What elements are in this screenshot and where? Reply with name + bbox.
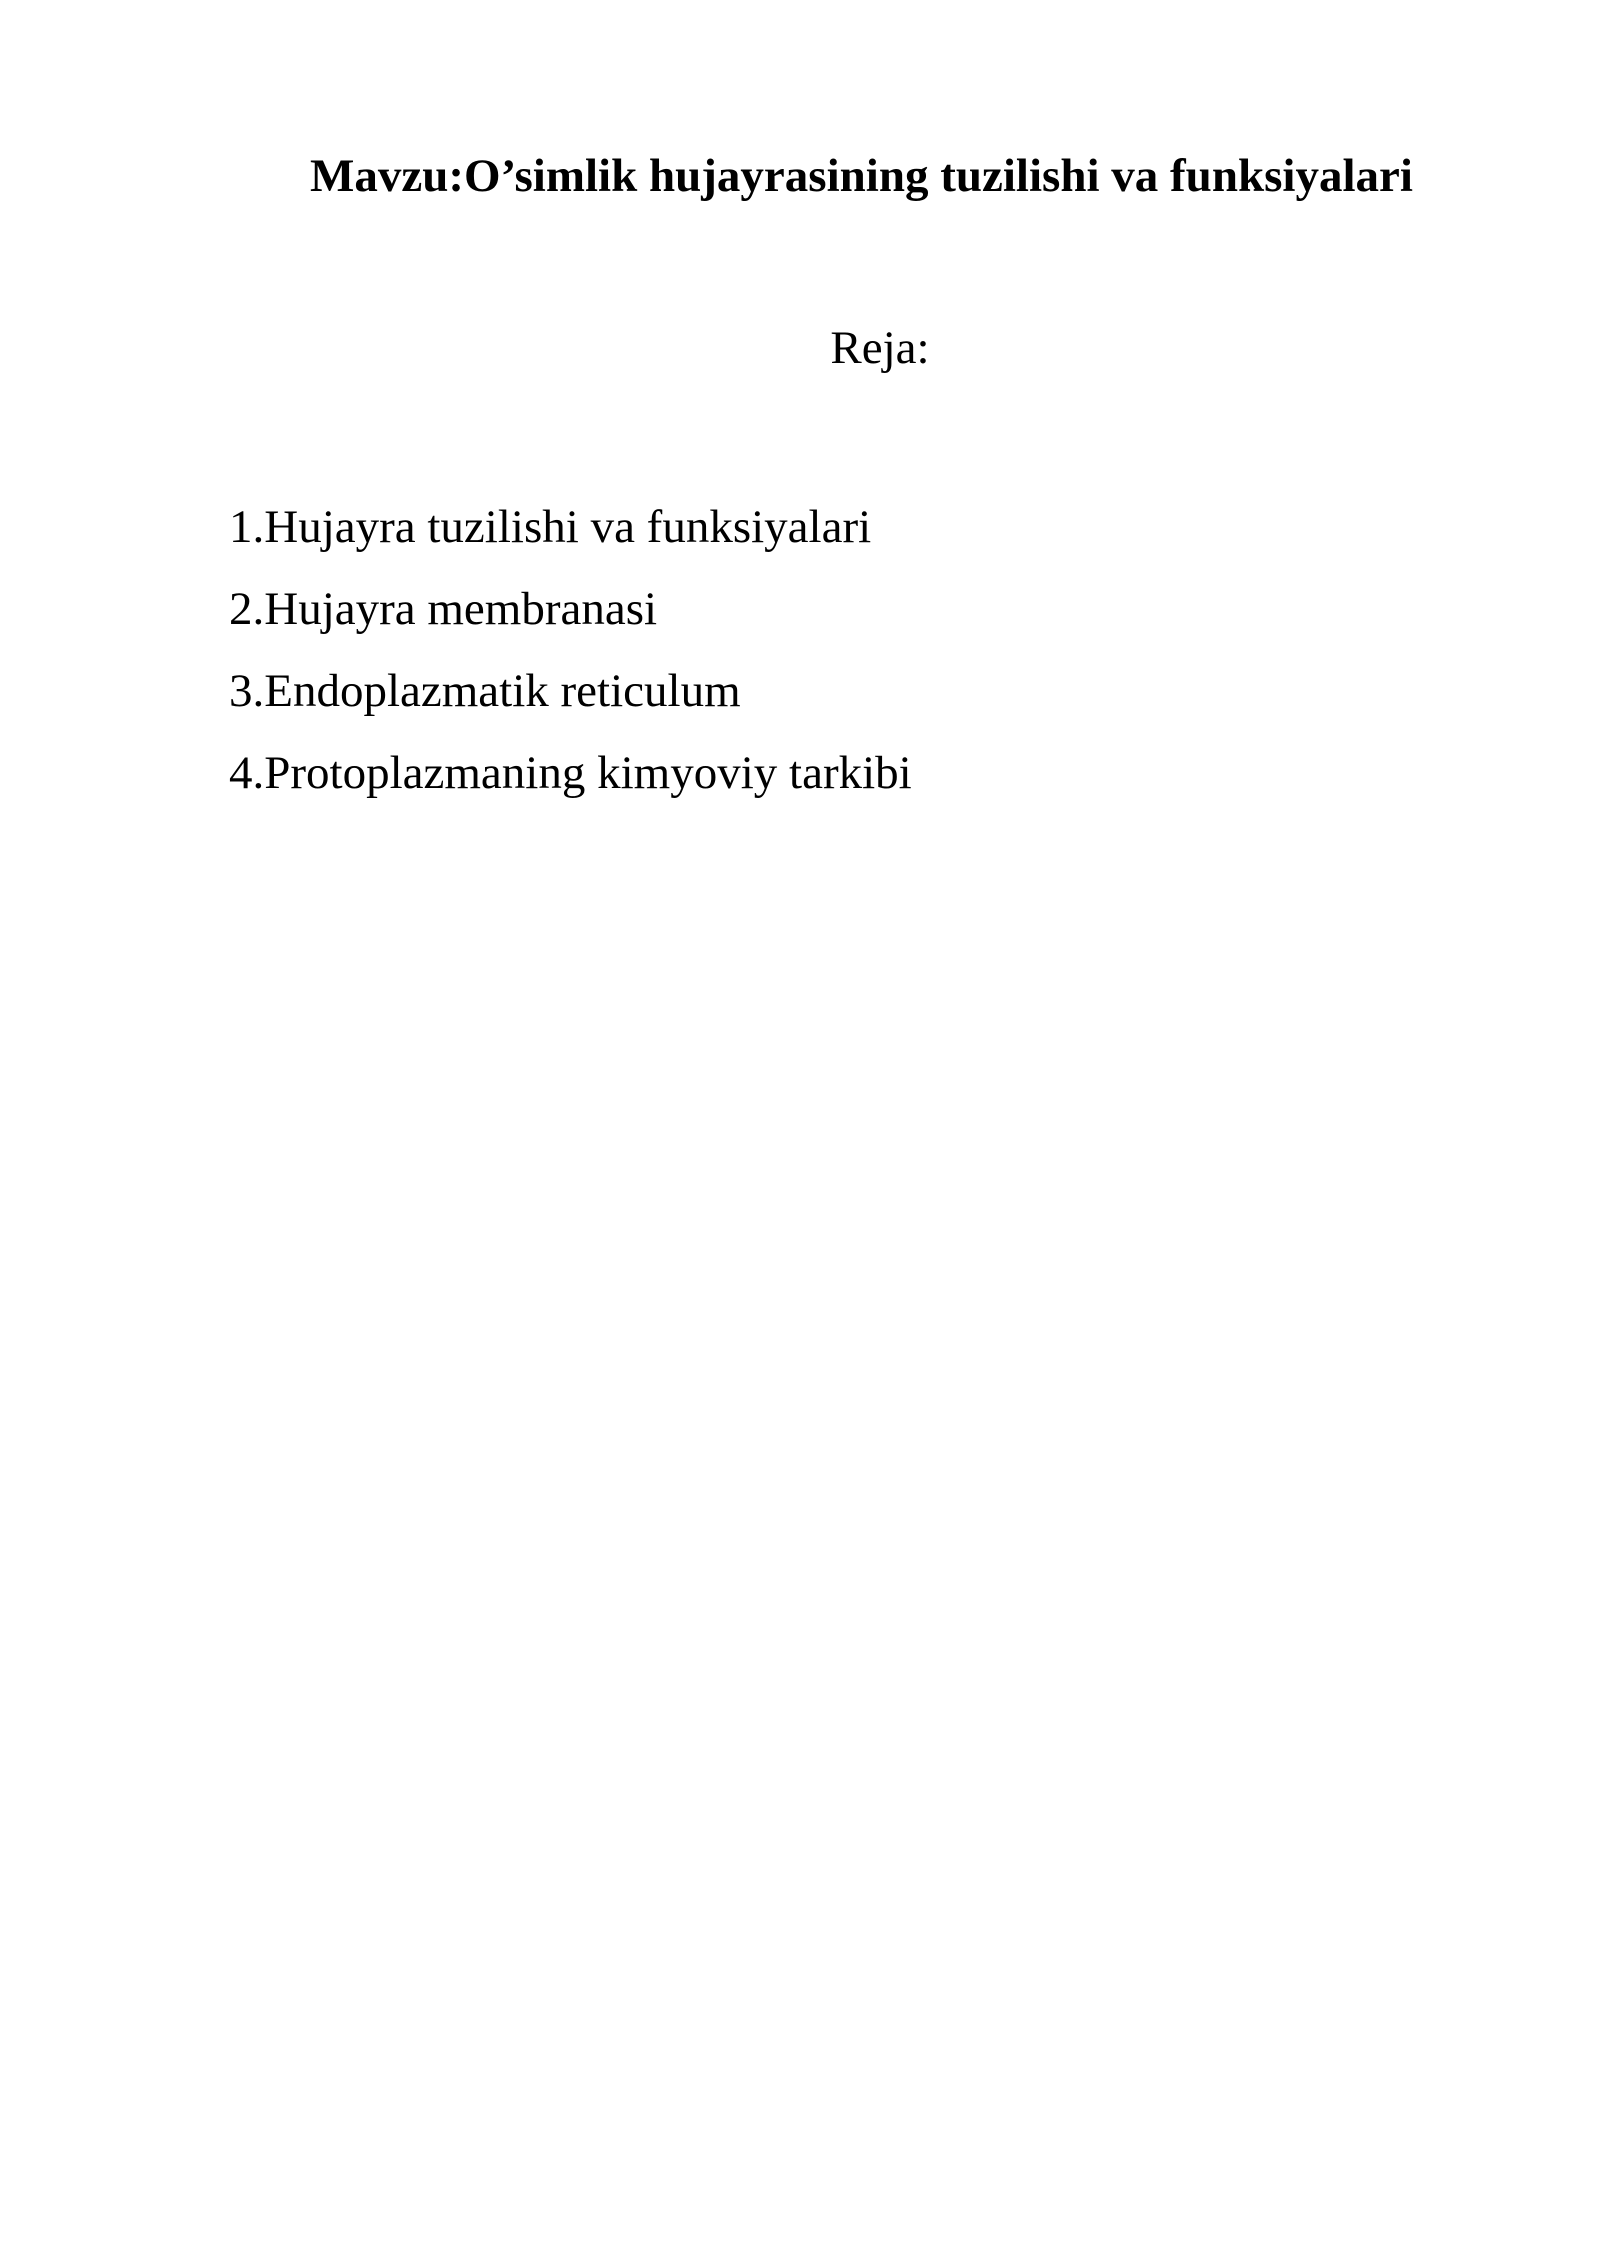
plan-item-1: 1.Hujayra tuzilishi va funksiyalari bbox=[229, 501, 872, 553]
plan-list bbox=[229, 486, 912, 814]
document-title: Mavzu:O’simlik hujayrasining tuzilishi va funksiyalari bbox=[310, 150, 1413, 202]
plan-item-2: 2.Hujayra membranasi bbox=[229, 583, 658, 635]
plan-heading: Reja: bbox=[830, 322, 930, 374]
plan-item-3: 3.Endoplazmatik reticulum bbox=[229, 665, 741, 717]
plan-item-4: 4.Protoplazmaning kimyoviy tarkibi bbox=[229, 747, 912, 799]
